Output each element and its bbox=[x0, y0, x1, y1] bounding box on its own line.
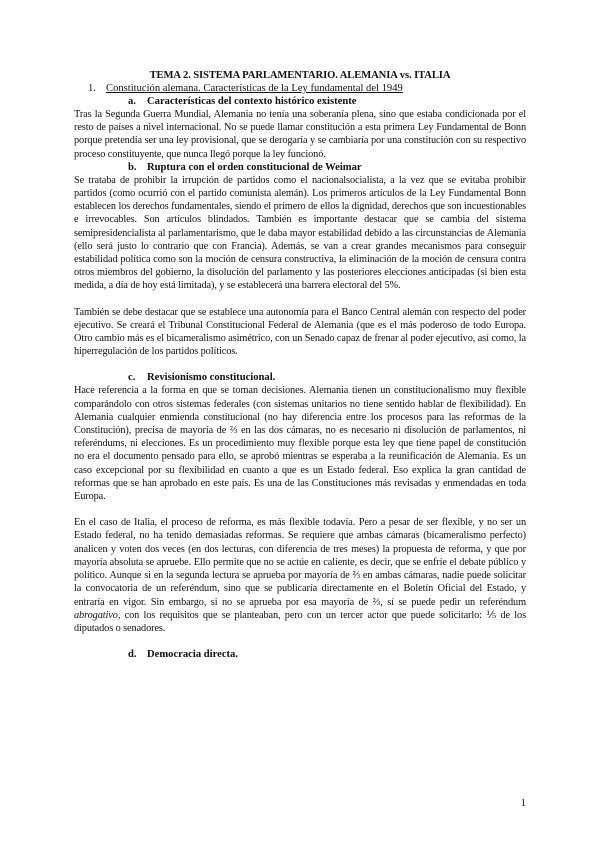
subsection-title: Revisionismo constitucional. bbox=[147, 372, 276, 384]
spacer bbox=[74, 503, 526, 516]
paragraph-c2-emphasis: abrogativo bbox=[74, 609, 118, 621]
subsection-title: Características del contexto histórico existente bbox=[147, 96, 357, 107]
paragraph-c1: Hace referencia a la forma en que se toman decisiones. Alemania tienen un constitucionalismo muy flexible comparándolo con otros sistemas federales (con sistemas unitarios no tiene sentido hablar de flexibilidad). En Alemania cualquier enmienda constitucional (no hay diferencia entre los procesos para las reformas de la Constitución), precisa de mayoría de ⅔ en las dos cámaras, no es necesario ni disolución de parlamentos, ni referéndums, ni elecciones. Es un procedimiento muy flexible porque esta ley que tiene papel de constitución no era el documento pensado para ello, se aprobó mientras se esperaba a la reunificación de Alemania. Es un caso excepcional por su flexibilidad en cuanto a que es un Estado federal. Eso explica la gran cantidad de reformas que se han aprobado en este país. Es una de las Constituciones más revisadas y enmendadas en toda Europa. bbox=[74, 385, 526, 503]
spacer bbox=[74, 358, 526, 371]
spacer bbox=[74, 635, 526, 648]
subsection-title: Democracia directa. bbox=[147, 649, 238, 661]
spacer bbox=[74, 293, 526, 306]
document-title: TEMA 2. SISTEMA PARLAMENTARIO. ALEMANIA vs. ITALIA bbox=[149, 70, 451, 81]
subsection-letter: c. bbox=[128, 372, 136, 384]
paragraph-a: Tras la Segunda Guerra Mundial, Alemania no tenía una soberanía plena, sino que estaba condicionada por el resto de países a nivel internacional. No se puede llamar constitución a esta primera Ley Fundamental de Bonn porque pretendía ser una ley provisional, que se derogaría y se cambiaría por una constitución con su respectivo proceso constituyente, que nunca llegó porque la ley funcionó. bbox=[74, 109, 526, 160]
subsection-letter: a. bbox=[128, 96, 136, 107]
paragraph-c2-text: En el caso de Italia, el proceso de reforma, es más flexible todavía. Pero a pesar de ser flexible, y no ser un Estado federal, no ha tenido demasiadas reformas. Se requiere que ambas cámaras (bicameralismo perfecto) analicen y voten dos veces (en dos lecturas, con diferencia de tres meses) la propuesta de reforma, y que por mayoría absoluta se apruebe. Ello permite que no se actúe en caliente, es decir, que se enfríe el debate público y político. Aunque si en la segunda lectura se aprueba por mayoría de ⅔ en ambas cámaras, nadie puede solicitar la convocatoria de un referéndum, sino que se publicaría directamente en el Boletín Oficial del Estado, y entraría en vigor. Sin embargo, si no se aprueba por esa mayoría de ⅔, sí se puede pedir un referéndum bbox=[74, 517, 526, 608]
document-page bbox=[74, 70, 526, 661]
paragraph-c2 bbox=[74, 516, 526, 635]
paragraph-b2: También se debe destacar que se establece una autonomía para el Banco Central alemán con respecto del poder ejecutivo. Se creará el Tribunal Constitucional Federal de Alemania (que es el más poderoso de todo Europa. Otro cambio más es el bicameralismo asimétrico, con un Senado capaz de frenar al poder ejecutivo, así como, la hiperregulación de los partidos políticos. bbox=[74, 306, 526, 358]
section-title: Constitución alemana. Características de la Ley fundamental del 1949 bbox=[106, 83, 403, 94]
section-heading-1 bbox=[74, 82, 526, 95]
subsection-heading-b bbox=[74, 161, 526, 174]
page-number: 1 bbox=[520, 797, 526, 809]
subsection-letter: d. bbox=[128, 649, 137, 661]
paragraph-c2-text-end: , con los requisitos que se planteaban, pero con un tercer actor que puede solicitarlo: ⅕ de los diputados o senadores. bbox=[74, 609, 526, 634]
subsection-heading-a bbox=[74, 95, 526, 108]
subsection-heading-d bbox=[74, 648, 526, 661]
section-number: 1. bbox=[88, 83, 96, 94]
subsection-letter: b. bbox=[128, 161, 137, 173]
paragraph-b1: Se trataba de prohibir la irrupción de partidos como el nacionalsocialista, a la vez que se evitaba prohibir partidos (como ocurrió con el partido comunista alemán). Los primeros artículos de la Ley Fundamental Bonn establecen los derechos fundamentales, siendo el primero de ellos la dignidad, derechos que son incuestionables e irrevocables. Son artículos blindados. También es importante destacar que se cambia del sistema semipresidencialista al parlamentarismo, que le daba mayor estabilidad debido a las circunstancias de Alemania (ello será justo lo contrario que con Francia). Además, se van a crear grandes mecanismos para conseguir estabilidad política como son la moción de censura constructiva, la eliminación de la moción de censura contra otros miembros del gobierno, la disolución del parlamento y las posteriores elecciones anticipadas (si bien esta medida, a día de hoy está limitada), y se establecerá una barrera electoral del 5%. bbox=[74, 174, 526, 292]
subsection-heading-c bbox=[74, 371, 526, 384]
subsection-title: Ruptura con el orden constitucional de Weimar bbox=[147, 161, 362, 173]
